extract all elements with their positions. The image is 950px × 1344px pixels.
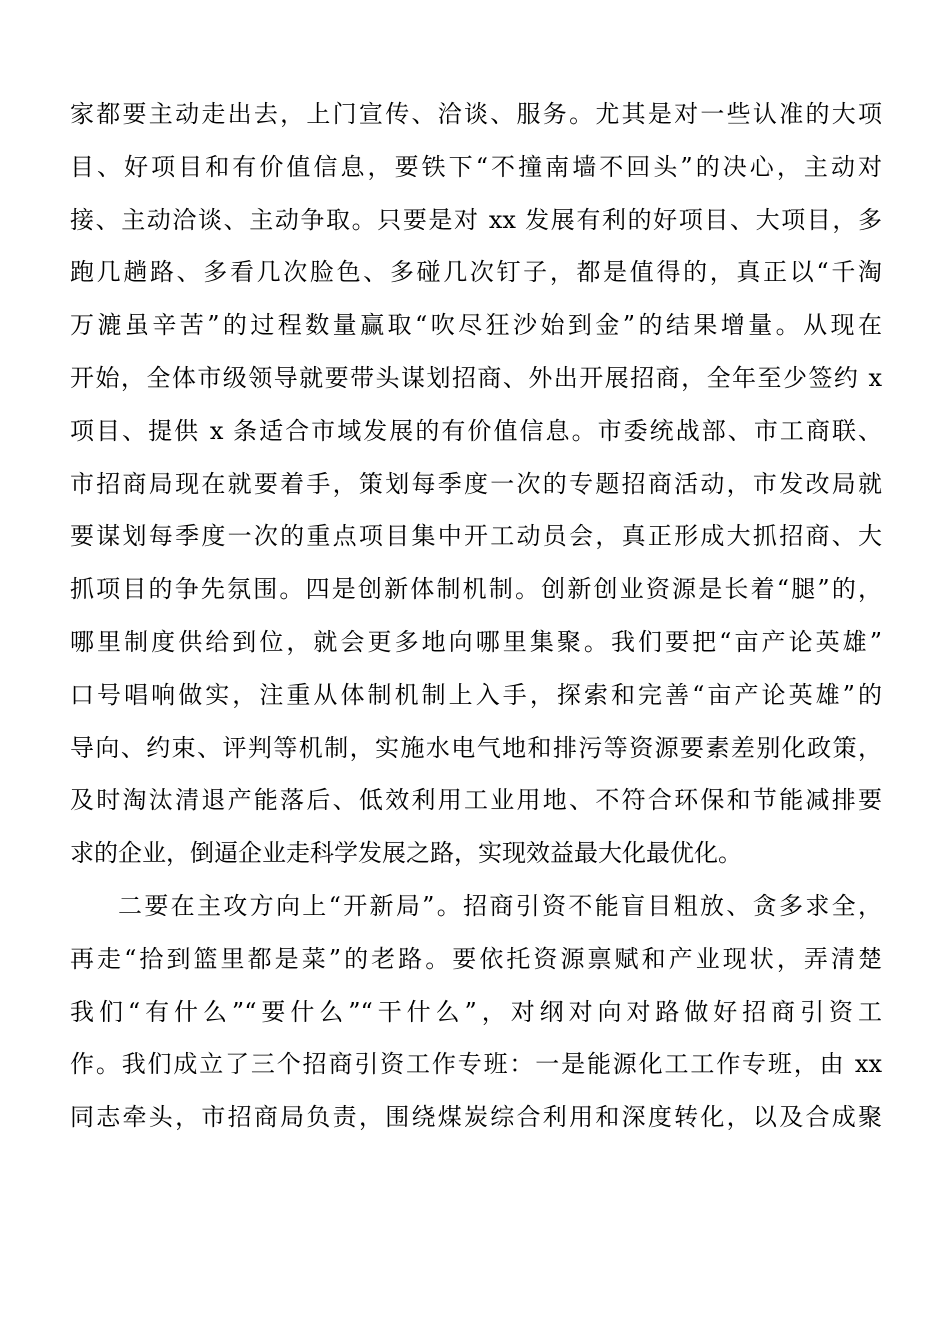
text-line: 求的企业，倒逼企业走科学发展之路，实现效益最大化最优化。 xyxy=(70,839,742,868)
text-line: 跑几趟路、多看几次脸色、多碰几次钉子，都是值得的，真正以“千淘 xyxy=(70,258,882,287)
text-line: 项目、提供 x 条适合市域发展的有价值信息。市委统战部、市工商联、 xyxy=(70,416,882,445)
text-line: 要谋划每季度一次的重点项目集中开工动员会，真正形成大抓招商、大 xyxy=(70,522,882,551)
text-line: 我们“有什么”“要什么”“干什么”，对纲对向对路做好招商引资工 xyxy=(70,997,882,1026)
text-line: 目、好项目和有价值信息，要铁下“不撞南墙不回头”的决心，主动对 xyxy=(70,152,882,181)
text-line: 接、主动洽谈、主动争取。只要是对 xx 发展有利的好项目、大项目，多 xyxy=(70,205,882,234)
paragraph-first-line: 二要在主攻方向上“开新局”。招商引资不能盲目粗放、贪多求全， xyxy=(118,891,882,920)
text-line: 再走“拾到篮里都是菜”的老路。要依托资源禀赋和产业现状，弄清楚 xyxy=(70,944,882,973)
text-line: 作。我们成立了三个招商引资工作专班：一是能源化工工作专班，由 xx xyxy=(70,1050,882,1079)
text-line: 导向、约束、评判等机制，实施水电气地和排污等资源要素差别化政策， xyxy=(70,733,882,762)
body-text xyxy=(70,88,882,1144)
text-line: 口号唱响做实，注重从体制机制上入手，探索和完善“亩产论英雄”的 xyxy=(70,680,882,709)
text-line: 市招商局现在就要着手，策划每季度一次的专题招商活动，市发改局就 xyxy=(70,469,882,498)
text-line: 同志牵头，市招商局负责，围绕煤炭综合利用和深度转化，以及合成聚 xyxy=(70,1103,882,1132)
text-line: 哪里制度供给到位，就会更多地向哪里集聚。我们要把“亩产论英雄” xyxy=(70,627,882,656)
text-line: 家都要主动走出去，上门宣传、洽谈、服务。尤其是对一些认准的大项 xyxy=(70,100,882,128)
text-line: 抓项目的争先氛围。四是创新体制机制。创新创业资源是长着“腿”的， xyxy=(70,575,882,604)
text-line: 开始，全体市级领导就要带头谋划招商、外出开展招商，全年至少签约 x xyxy=(70,363,882,392)
text-line: 万漉虽辛苦”的过程数量赢取“吹尽狂沙始到金”的结果增量。从现在 xyxy=(70,311,882,340)
text-line: 及时淘汰清退产能落后、低效利用工业用地、不符合环保和节能减排要 xyxy=(70,786,882,815)
